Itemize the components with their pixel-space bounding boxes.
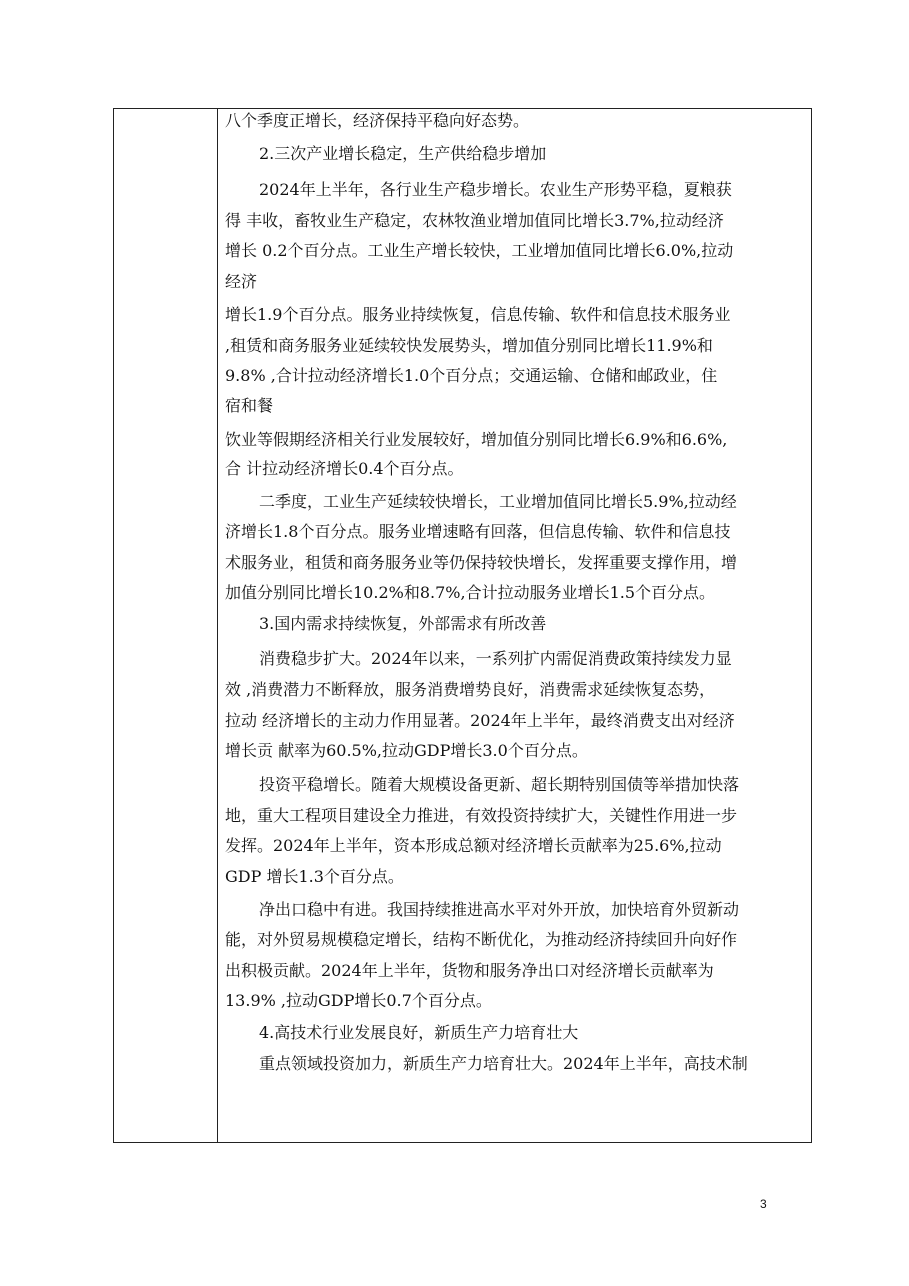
line-24: 发挥。2024年上半年，资本形成总额对经济增长贡献率为25.6%,拉动	[225, 836, 722, 855]
line-22: 投资平稳增长。随着大规模设备更新、超长期特别国债等举措加快落	[259, 775, 740, 794]
line-19: 效 ,消费潜力不断释放，服务消费增势良好，消费需求延续恢复态势，	[225, 680, 716, 699]
line-14: 济增长1.8个百分点。服务业增速略有回落，但信息传输、软件和信息技	[225, 522, 731, 541]
line-7: 增长1.9个百分点。服务业持续恢复，信息传输、软件和信息技术服务业	[225, 305, 731, 324]
line-20: 拉动 经济增长的主动力作用显著。2024年上半年，最终消费支出对经济	[225, 711, 735, 730]
line-10: 宿和餐	[225, 396, 274, 415]
page-number: 3	[760, 1197, 767, 1211]
line-16: 加值分别同比增长10.2%和8.7%,合计拉动服务业增长1.5个百分点。	[225, 583, 716, 602]
line-15: 术服务业，租赁和商务服务业等仍保持较快增长，发挥重要支撑作用，增	[225, 553, 738, 572]
line-21: 增长贡 献率为60.5%,拉动GDP增长3.0个百分点。	[225, 741, 588, 760]
line-5: 增长 0.2个百分点。工业生产增长较快，工业增加值同比增长6.0%,拉动	[225, 241, 734, 260]
line-9: 9.8% ,合计拉动经济增长1.0个百分点；交通运输、仓储和邮政业，住	[225, 366, 718, 385]
line-11: 饮业等假期经济相关行业发展较好，增加值分别同比增长6.9%和6.6%,	[225, 430, 728, 449]
line-2: 2.三次产业增长稳定，生产供给稳步增加	[259, 144, 547, 163]
line-28: 出积极贡献。2024年上半年，货物和服务净出口对经济增长贡献率为	[225, 961, 714, 980]
line-8: ,租赁和商务服务业延续较快发展势头，增加值分别同比增长11.9%和	[225, 336, 713, 355]
line-6: 经济	[225, 272, 258, 291]
line-27: 能，对外贸易规模稳定增长，结构不断优化，为推动经济持续回升向好作	[225, 930, 738, 949]
column-divider	[217, 108, 218, 1143]
line-29: 13.9% ,拉动GDP增长0.7个百分点。	[225, 991, 492, 1010]
line-13: 二季度，工业生产延续较快增长，工业增加值同比增长5.9%,拉动经	[259, 492, 737, 511]
line-18: 消费稳步扩大。2024年以来，一系列扩内需促消费政策持续发力显	[259, 649, 732, 668]
line-17: 3.国内需求持续恢复，外部需求有所改善	[259, 614, 547, 633]
line-26: 净出口稳中有进。我国持续推进高水平对外开放，加快培育外贸新动	[259, 900, 740, 919]
line-4: 得 丰收，畜牧业生产稳定，农林牧渔业增加值同比增长3.7%,拉动经济	[225, 211, 724, 230]
line-3: 2024年上半年，各行业生产稳步增长。农业生产形势平稳，夏粮获	[259, 180, 732, 199]
line-25: GDP 增长1.3个百分点。	[225, 867, 404, 886]
line-30: 4.高技术行业发展良好，新质生产力培育壮大	[259, 1023, 579, 1042]
line-1: 八个季度正增长，经济保持平稳向好态势。	[225, 111, 530, 130]
line-31: 重点领域投资加力，新质生产力培育壮大。2024年上半年，高技术制	[259, 1054, 748, 1073]
line-23: 地，重大工程项目建设全力推进，有效投资持续扩大，关键性作用进一步	[225, 806, 738, 825]
line-12: 合 计拉动经济增长0.4个百分点。	[225, 459, 464, 478]
